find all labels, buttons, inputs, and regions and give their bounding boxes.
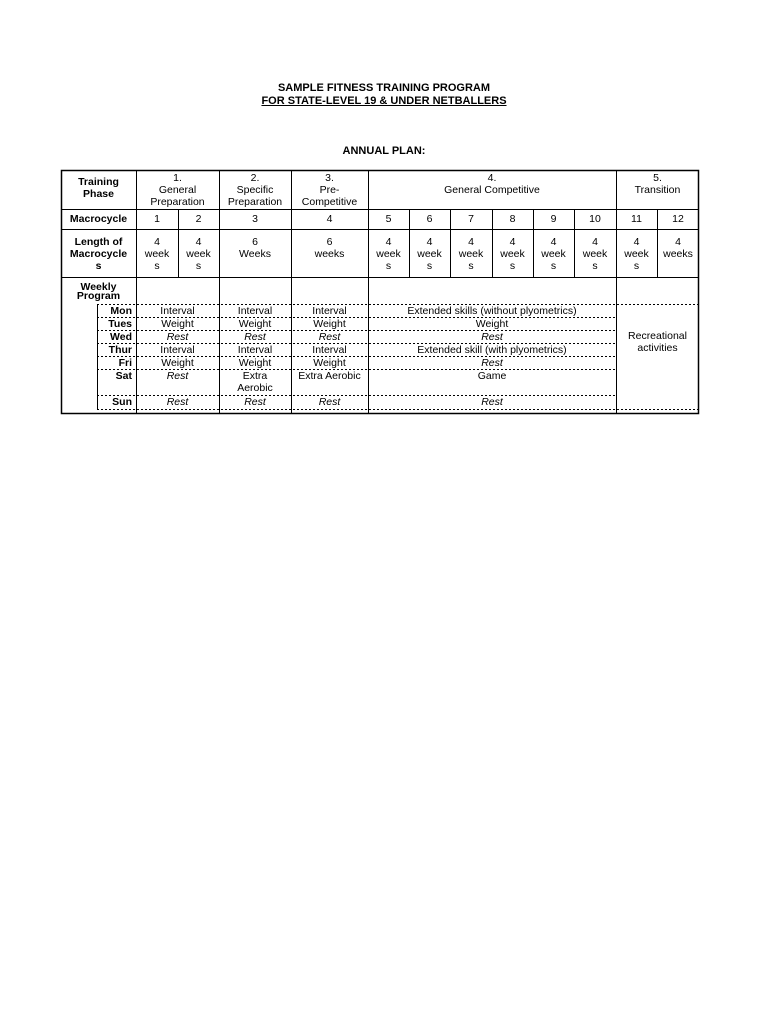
length-cell-2: 4 week s — [186, 236, 211, 272]
phase-header-2: 2. Specific Preparation — [227, 172, 283, 208]
weekly-phase4-mon: Extended skills (without plyometrics) — [407, 305, 577, 317]
macrocycle-4: 4 — [326, 213, 333, 225]
weekly-phase2-mon: Interval — [237, 305, 273, 317]
weekly-phase1-sun: Rest — [166, 396, 189, 408]
day-label-sun: Sun — [112, 396, 132, 408]
weekly-phase1-fri: Weight — [161, 357, 194, 369]
macrocycle-2: 2 — [195, 213, 202, 225]
weekly-phase3-thur: Interval — [312, 344, 347, 356]
weekly-phase3-sun: Rest — [318, 396, 341, 408]
day-label-sat: Sat — [115, 370, 132, 382]
weekly-phase1-tues: Weight — [161, 318, 194, 330]
document-title-line-1: SAMPLE FITNESS TRAINING PROGRAM — [277, 82, 491, 94]
weekly-phase1-thur: Interval — [160, 344, 195, 356]
document-title-line-2: FOR STATE-LEVEL 19 & UNDER NETBALLERS — [261, 95, 507, 107]
macrocycle-10: 10 — [589, 213, 601, 225]
weekly-phase5-recreational: Recreational activities — [628, 330, 687, 354]
phase-header-5: 5. Transition — [634, 172, 681, 196]
phase-header-4: 4. General Competitive — [444, 172, 540, 196]
weekly-phase2-sat: Extra Aerobic — [237, 370, 273, 394]
row-label-weekly-program: Weekly Program — [76, 281, 121, 302]
day-label-tues: Tues — [108, 318, 132, 330]
day-label-wed: Wed — [110, 331, 132, 343]
length-cell-3: 6 Weeks — [239, 236, 271, 260]
phase-header-3: 3. Pre- Competitive — [301, 172, 358, 208]
row-label-training-phase: Training Phase — [78, 176, 119, 200]
annual-plan-heading: ANNUAL PLAN: — [342, 145, 426, 157]
macrocycle-5: 5 — [385, 213, 392, 225]
macrocycle-1: 1 — [154, 213, 160, 225]
weekly-phase4-thur: Extended skill (with plyometrics) — [417, 344, 567, 356]
length-cell-1: 4 week s — [144, 236, 170, 272]
weekly-phase1-sat: Rest — [166, 370, 189, 382]
weekly-phase3-fri: Weight — [313, 357, 346, 369]
weekly-phase1-wed: Rest — [166, 331, 189, 343]
weekly-phase3-tues: Weight — [313, 318, 346, 330]
weekly-phase4-sat: Game — [477, 370, 507, 382]
weekly-phase3-mon: Interval — [312, 305, 347, 317]
weekly-phase4-tues: Weight — [475, 318, 509, 330]
weekly-phase2-sun: Rest — [244, 396, 266, 408]
length-cell-12: 4 weeks — [663, 236, 693, 260]
row-label-macrocycle: Macrocycle — [69, 213, 128, 225]
macrocycle-3: 3 — [252, 213, 258, 225]
phase-header-1: 1. General Preparation — [150, 172, 205, 208]
day-label-mon: Mon — [110, 305, 132, 317]
weekly-phase2-tues: Weight — [238, 318, 272, 330]
row-label-length: Length of Macrocycle s — [69, 236, 128, 272]
length-cell-5: 4 week s — [376, 236, 401, 272]
macrocycle-8: 8 — [509, 213, 516, 225]
weekly-phase2-wed: Rest — [244, 331, 266, 343]
day-label-thur: Thur — [108, 344, 132, 356]
length-cell-11: 4 week s — [624, 236, 649, 272]
length-cell-8: 4 week s — [500, 236, 525, 272]
macrocycle-6: 6 — [426, 213, 433, 225]
weekly-phase4-sun: Rest — [481, 396, 503, 408]
length-cell-4: 6 weeks — [314, 236, 345, 260]
macrocycle-12: 12 — [672, 213, 684, 225]
weekly-phase2-fri: Weight — [238, 357, 272, 369]
weekly-phase2-thur: Interval — [237, 344, 273, 356]
weekly-phase3-sat: Extra Aerobic — [298, 370, 361, 382]
weekly-phase4-wed: Rest — [481, 331, 503, 343]
length-cell-6: 4 week s — [417, 236, 442, 272]
weekly-phase3-wed: Rest — [318, 331, 341, 343]
weekly-phase4-fri: Rest — [481, 357, 503, 369]
length-cell-9: 4 week s — [541, 236, 566, 272]
weekly-phase1-mon: Interval — [160, 305, 195, 317]
macrocycle-7: 7 — [468, 213, 474, 225]
day-label-fri: Fri — [118, 357, 132, 369]
macrocycle-9: 9 — [550, 213, 557, 225]
length-cell-7: 4 week s — [458, 236, 484, 272]
length-cell-10: 4 week s — [582, 236, 608, 272]
macrocycle-11: 11 — [631, 213, 642, 225]
